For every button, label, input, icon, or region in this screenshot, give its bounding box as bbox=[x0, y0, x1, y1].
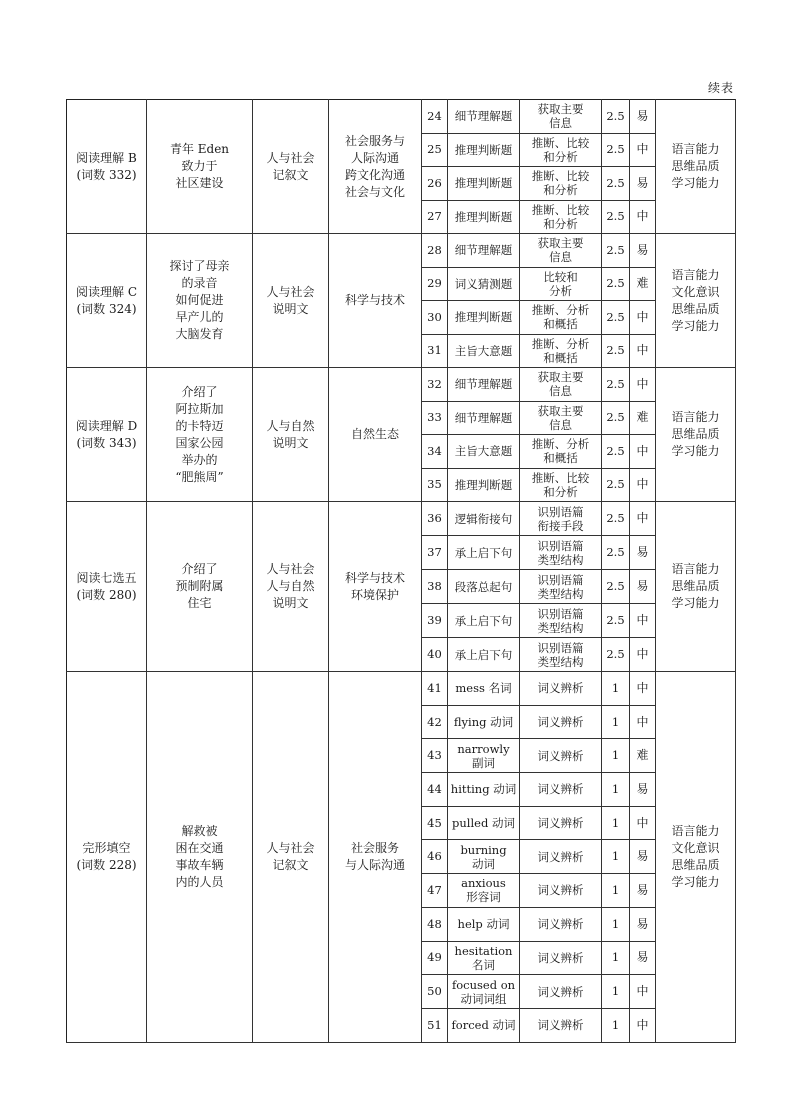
score-cell: 2.5 bbox=[602, 502, 630, 536]
question-type-cell: 推理判断题 bbox=[448, 133, 520, 167]
skill-cell: 推断、比较 和分析 bbox=[520, 200, 602, 234]
question-number-cell: 29 bbox=[422, 267, 448, 301]
score-cell: 1 bbox=[602, 773, 630, 807]
skill-cell: 推断、比较 和分析 bbox=[520, 167, 602, 201]
score-cell: 2.5 bbox=[602, 267, 630, 301]
score-cell: 2.5 bbox=[602, 435, 630, 469]
question-type-cell: hesitation 名词 bbox=[448, 941, 520, 975]
question-number-cell: 26 bbox=[422, 167, 448, 201]
section-context-cell: 人与自然 说明文 bbox=[253, 368, 329, 502]
score-cell: 1 bbox=[602, 907, 630, 941]
question-number-cell: 42 bbox=[422, 705, 448, 739]
question-number-cell: 41 bbox=[422, 672, 448, 706]
difficulty-cell: 中 bbox=[630, 975, 656, 1009]
difficulty-cell: 中 bbox=[630, 1008, 656, 1042]
question-type-cell: mess 名词 bbox=[448, 672, 520, 706]
skill-cell: 词义辨析 bbox=[520, 739, 602, 773]
score-cell: 2.5 bbox=[602, 401, 630, 435]
skill-cell: 词义辨析 bbox=[520, 806, 602, 840]
score-cell: 1 bbox=[602, 840, 630, 874]
competence-cell: 语言能力 思维品质 学习能力 bbox=[656, 368, 736, 502]
section-context-cell: 人与社会 记叙文 bbox=[253, 100, 329, 234]
question-number-cell: 47 bbox=[422, 874, 448, 908]
section-context-cell: 人与社会 人与自然 说明文 bbox=[253, 502, 329, 672]
difficulty-cell: 易 bbox=[630, 840, 656, 874]
continued-table-label: 续表 bbox=[707, 81, 734, 95]
question-number-cell: 33 bbox=[422, 401, 448, 435]
question-number-cell: 36 bbox=[422, 502, 448, 536]
skill-cell: 获取主要 信息 bbox=[520, 100, 602, 134]
section-topic-cell: 介绍了 预制附属 住宅 bbox=[147, 502, 253, 672]
question-type-cell: focused on 动词词组 bbox=[448, 975, 520, 1009]
difficulty-cell: 中 bbox=[630, 672, 656, 706]
skill-cell: 词义辨析 bbox=[520, 874, 602, 908]
skill-cell: 识别语篇 类型结构 bbox=[520, 570, 602, 604]
question-number-cell: 49 bbox=[422, 941, 448, 975]
exam-analysis-table bbox=[66, 99, 736, 1043]
difficulty-cell: 易 bbox=[630, 941, 656, 975]
question-number-cell: 30 bbox=[422, 301, 448, 335]
difficulty-cell: 中 bbox=[630, 705, 656, 739]
difficulty-cell: 难 bbox=[630, 267, 656, 301]
question-number-cell: 39 bbox=[422, 604, 448, 638]
question-type-cell: flying 动词 bbox=[448, 705, 520, 739]
skill-cell: 词义辨析 bbox=[520, 1008, 602, 1042]
question-number-cell: 28 bbox=[422, 234, 448, 268]
skill-cell: 推断、分析 和概括 bbox=[520, 301, 602, 335]
section-context-cell: 人与社会 记叙文 bbox=[253, 672, 329, 1043]
table-row bbox=[67, 672, 736, 706]
score-cell: 1 bbox=[602, 975, 630, 1009]
skill-cell: 词义辨析 bbox=[520, 773, 602, 807]
score-cell: 1 bbox=[602, 941, 630, 975]
question-number-cell: 43 bbox=[422, 739, 448, 773]
score-cell: 1 bbox=[602, 705, 630, 739]
question-type-cell: 段落总起句 bbox=[448, 570, 520, 604]
competence-cell: 语言能力 文化意识 思维品质 学习能力 bbox=[656, 234, 736, 368]
difficulty-cell: 中 bbox=[630, 334, 656, 368]
section-theme-cell: 社会服务与 人际沟通 跨文化沟通 社会与文化 bbox=[329, 100, 422, 234]
section-name-cell: 阅读理解 D (词数 343) bbox=[67, 368, 147, 502]
difficulty-cell: 易 bbox=[630, 536, 656, 570]
skill-cell: 推断、比较 和分析 bbox=[520, 133, 602, 167]
score-cell: 2.5 bbox=[602, 301, 630, 335]
question-type-cell: 承上启下句 bbox=[448, 638, 520, 672]
score-cell: 2.5 bbox=[602, 570, 630, 604]
question-type-cell: 承上启下句 bbox=[448, 604, 520, 638]
score-cell: 2.5 bbox=[602, 133, 630, 167]
skill-cell: 推断、分析 和概括 bbox=[520, 435, 602, 469]
question-type-cell: pulled 动词 bbox=[448, 806, 520, 840]
section-name-cell: 阅读理解 B (词数 332) bbox=[67, 100, 147, 234]
difficulty-cell: 易 bbox=[630, 874, 656, 908]
question-number-cell: 32 bbox=[422, 368, 448, 402]
question-type-cell: 推理判断题 bbox=[448, 468, 520, 502]
skill-cell: 识别语篇 类型结构 bbox=[520, 604, 602, 638]
skill-cell: 推断、比较 和分析 bbox=[520, 468, 602, 502]
question-number-cell: 44 bbox=[422, 773, 448, 807]
question-number-cell: 31 bbox=[422, 334, 448, 368]
table-row bbox=[67, 502, 736, 536]
difficulty-cell: 中 bbox=[630, 435, 656, 469]
skill-cell: 识别语篇 类型结构 bbox=[520, 536, 602, 570]
question-type-cell: anxious 形容词 bbox=[448, 874, 520, 908]
score-cell: 2.5 bbox=[602, 604, 630, 638]
difficulty-cell: 中 bbox=[630, 638, 656, 672]
skill-cell: 词义辨析 bbox=[520, 705, 602, 739]
score-cell: 1 bbox=[602, 874, 630, 908]
section-theme-cell: 科学与技术 bbox=[329, 234, 422, 368]
question-type-cell: 推理判断题 bbox=[448, 167, 520, 201]
question-type-cell: 主旨大意题 bbox=[448, 334, 520, 368]
difficulty-cell: 中 bbox=[630, 200, 656, 234]
question-type-cell: burning 动词 bbox=[448, 840, 520, 874]
question-number-cell: 48 bbox=[422, 907, 448, 941]
skill-cell: 获取主要 信息 bbox=[520, 368, 602, 402]
question-type-cell: 承上启下句 bbox=[448, 536, 520, 570]
difficulty-cell: 易 bbox=[630, 167, 656, 201]
section-name-cell: 完形填空 (词数 228) bbox=[67, 672, 147, 1043]
section-theme-cell: 社会服务 与人际沟通 bbox=[329, 672, 422, 1043]
score-cell: 2.5 bbox=[602, 638, 630, 672]
question-number-cell: 40 bbox=[422, 638, 448, 672]
score-cell: 2.5 bbox=[602, 100, 630, 134]
section-context-cell: 人与社会 说明文 bbox=[253, 234, 329, 368]
difficulty-cell: 中 bbox=[630, 502, 656, 536]
score-cell: 2.5 bbox=[602, 234, 630, 268]
score-cell: 2.5 bbox=[602, 334, 630, 368]
question-type-cell: narrowly 副词 bbox=[448, 739, 520, 773]
difficulty-cell: 中 bbox=[630, 604, 656, 638]
score-cell: 1 bbox=[602, 1008, 630, 1042]
question-number-cell: 35 bbox=[422, 468, 448, 502]
question-type-cell: 推理判断题 bbox=[448, 301, 520, 335]
skill-cell: 词义辨析 bbox=[520, 941, 602, 975]
difficulty-cell: 中 bbox=[630, 468, 656, 502]
section-name-cell: 阅读七选五 (词数 280) bbox=[67, 502, 147, 672]
competence-cell: 语言能力 思维品质 学习能力 bbox=[656, 502, 736, 672]
question-type-cell: 细节理解题 bbox=[448, 401, 520, 435]
section-topic-cell: 介绍了 阿拉斯加 的卡特迈 国家公园 举办的 “肥熊周” bbox=[147, 368, 253, 502]
question-number-cell: 37 bbox=[422, 536, 448, 570]
table-row bbox=[67, 100, 736, 134]
skill-cell: 识别语篇 类型结构 bbox=[520, 638, 602, 672]
question-type-cell: 逻辑衔接句 bbox=[448, 502, 520, 536]
skill-cell: 词义辨析 bbox=[520, 672, 602, 706]
skill-cell: 词义辨析 bbox=[520, 840, 602, 874]
question-type-cell: 词义猜测题 bbox=[448, 267, 520, 301]
section-topic-cell: 青年 Eden 致力于 社区建设 bbox=[147, 100, 253, 234]
question-number-cell: 34 bbox=[422, 435, 448, 469]
section-theme-cell: 自然生态 bbox=[329, 368, 422, 502]
difficulty-cell: 中 bbox=[630, 368, 656, 402]
difficulty-cell: 易 bbox=[630, 570, 656, 604]
question-number-cell: 45 bbox=[422, 806, 448, 840]
table-row bbox=[67, 234, 736, 268]
skill-cell: 识别语篇 衔接手段 bbox=[520, 502, 602, 536]
difficulty-cell: 易 bbox=[630, 907, 656, 941]
score-cell: 1 bbox=[602, 806, 630, 840]
question-number-cell: 50 bbox=[422, 975, 448, 1009]
question-number-cell: 25 bbox=[422, 133, 448, 167]
question-number-cell: 27 bbox=[422, 200, 448, 234]
section-theme-cell: 科学与技术 环境保护 bbox=[329, 502, 422, 672]
question-type-cell: 推理判断题 bbox=[448, 200, 520, 234]
question-type-cell: help 动词 bbox=[448, 907, 520, 941]
score-cell: 1 bbox=[602, 739, 630, 773]
difficulty-cell: 中 bbox=[630, 301, 656, 335]
skill-cell: 推断、分析 和概括 bbox=[520, 334, 602, 368]
score-cell: 2.5 bbox=[602, 368, 630, 402]
difficulty-cell: 难 bbox=[630, 401, 656, 435]
table-row bbox=[67, 368, 736, 402]
question-number-cell: 38 bbox=[422, 570, 448, 604]
question-number-cell: 24 bbox=[422, 100, 448, 134]
question-number-cell: 46 bbox=[422, 840, 448, 874]
difficulty-cell: 难 bbox=[630, 739, 656, 773]
difficulty-cell: 易 bbox=[630, 773, 656, 807]
competence-cell: 语言能力 文化意识 思维品质 学习能力 bbox=[656, 672, 736, 1043]
section-name-cell: 阅读理解 C (词数 324) bbox=[67, 234, 147, 368]
question-type-cell: 细节理解题 bbox=[448, 368, 520, 402]
question-type-cell: forced 动词 bbox=[448, 1008, 520, 1042]
score-cell: 2.5 bbox=[602, 167, 630, 201]
question-type-cell: 主旨大意题 bbox=[448, 435, 520, 469]
score-cell: 2.5 bbox=[602, 468, 630, 502]
difficulty-cell: 易 bbox=[630, 100, 656, 134]
skill-cell: 词义辨析 bbox=[520, 975, 602, 1009]
question-type-cell: 细节理解题 bbox=[448, 234, 520, 268]
question-number-cell: 51 bbox=[422, 1008, 448, 1042]
section-topic-cell: 探讨了母亲 的录音 如何促进 早产儿的 大脑发育 bbox=[147, 234, 253, 368]
skill-cell: 词义辨析 bbox=[520, 907, 602, 941]
score-cell: 2.5 bbox=[602, 536, 630, 570]
difficulty-cell: 易 bbox=[630, 234, 656, 268]
skill-cell: 获取主要 信息 bbox=[520, 401, 602, 435]
difficulty-cell: 中 bbox=[630, 806, 656, 840]
difficulty-cell: 中 bbox=[630, 133, 656, 167]
section-topic-cell: 解救被 困在交通 事故车辆 内的人员 bbox=[147, 672, 253, 1043]
score-cell: 2.5 bbox=[602, 200, 630, 234]
competence-cell: 语言能力 思维品质 学习能力 bbox=[656, 100, 736, 234]
question-type-cell: hitting 动词 bbox=[448, 773, 520, 807]
skill-cell: 比较和 分析 bbox=[520, 267, 602, 301]
score-cell: 1 bbox=[602, 672, 630, 706]
skill-cell: 获取主要 信息 bbox=[520, 234, 602, 268]
question-type-cell: 细节理解题 bbox=[448, 100, 520, 134]
